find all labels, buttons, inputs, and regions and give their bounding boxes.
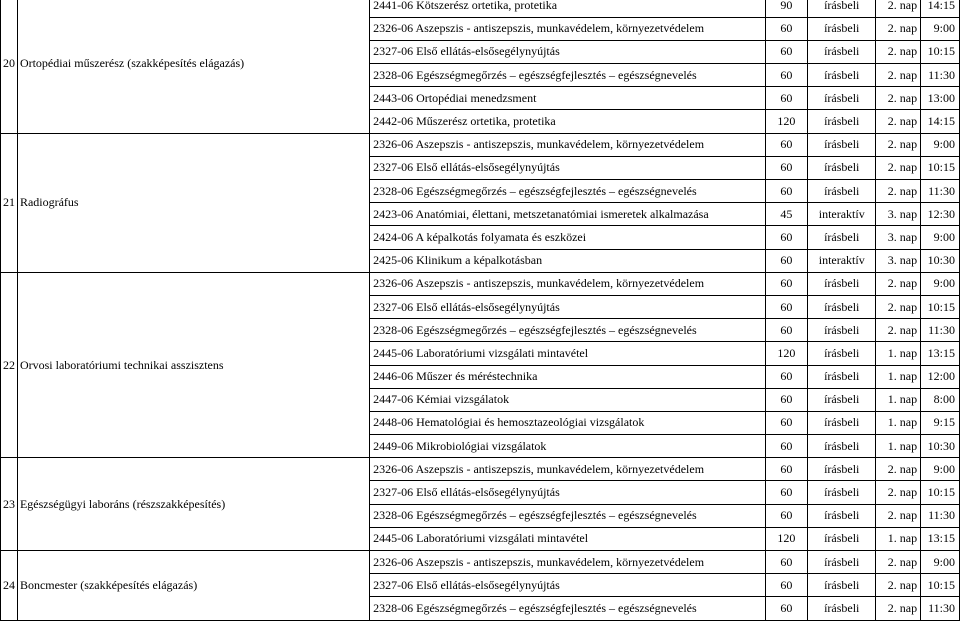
exam-type-cell: írásbeli [808, 435, 876, 458]
exam-day-cell: 2. nap [876, 319, 921, 342]
module-name: 2447-06 Kémiai vizsgálatok [370, 388, 766, 411]
qualification-name: Orvosi laboratóriumi technikai asszisztens [17, 272, 369, 458]
hours-cell: 120 [765, 110, 807, 133]
exam-time-cell: 10:15 [921, 295, 960, 318]
exam-type-cell: interaktív [808, 203, 876, 226]
qualification-name: Ortopédiai műszerész (szakképesítés elágazás) [17, 0, 369, 133]
exam-time-cell: 13:15 [921, 527, 960, 550]
exam-time-cell: 8:00 [921, 388, 960, 411]
exam-type-cell: írásbeli [808, 272, 876, 295]
hours-cell: 60 [765, 156, 807, 179]
exam-day-cell: 2. nap [876, 133, 921, 156]
module-name: 2327-06 Első ellátás-elsősegélynyújtás [370, 40, 766, 63]
module-name: 2327-06 Első ellátás-elsősegélynyújtás [370, 156, 766, 179]
module-name: 2328-06 Egészségmegőrzés – egészségfejlesztés – egészségnevelés [370, 319, 766, 342]
module-name: 2424-06 A képalkotás folyamata és eszközei [370, 226, 766, 249]
exam-type-cell: írásbeli [808, 411, 876, 434]
table-row [1, 458, 960, 481]
module-name: 2328-06 Egészségmegőrzés – egészségfejlesztés – egészségnevelés [370, 504, 766, 527]
hours-cell: 60 [765, 388, 807, 411]
exam-time-cell: 11:30 [921, 504, 960, 527]
exam-type-cell: írásbeli [808, 17, 876, 40]
hours-cell: 60 [765, 365, 807, 388]
exam-day-cell: 1. nap [876, 411, 921, 434]
exam-type-cell: írásbeli [808, 504, 876, 527]
exam-day-cell: 2. nap [876, 17, 921, 40]
exam-type-cell: írásbeli [808, 319, 876, 342]
exam-day-cell: 3. nap [876, 226, 921, 249]
exam-type-cell: írásbeli [808, 365, 876, 388]
exam-time-cell: 14:15 [921, 110, 960, 133]
module-name: 2328-06 Egészségmegőrzés – egészségfejlesztés – egészségnevelés [370, 180, 766, 203]
exam-day-cell: 1. nap [876, 365, 921, 388]
exam-day-cell: 3. nap [876, 249, 921, 272]
exam-time-cell: 9:00 [921, 17, 960, 40]
exam-time-cell: 10:15 [921, 574, 960, 597]
module-name: 2326-06 Aszepszis - antiszepszis, munkavédelem, környezetvédelem [370, 458, 766, 481]
exam-day-cell: 1. nap [876, 435, 921, 458]
hours-cell: 60 [765, 64, 807, 87]
hours-cell: 60 [765, 597, 807, 620]
group-number: 22 [1, 272, 18, 458]
module-name: 2446-06 Műszer és méréstechnika [370, 365, 766, 388]
exam-time-cell: 10:30 [921, 249, 960, 272]
exam-type-cell: írásbeli [808, 342, 876, 365]
group-number: 23 [1, 458, 18, 551]
hours-cell: 90 [765, 0, 807, 17]
qualification-name: Radiográfus [17, 133, 369, 272]
module-name: 2443-06 Ortopédiai menedzsment [370, 87, 766, 110]
exam-day-cell: 1. nap [876, 527, 921, 550]
exam-type-cell: írásbeli [808, 388, 876, 411]
exam-time-cell: 13:00 [921, 87, 960, 110]
exam-time-cell: 11:30 [921, 597, 960, 620]
hours-cell: 60 [765, 40, 807, 63]
module-name: 2327-06 Első ellátás-elsősegélynyújtás [370, 574, 766, 597]
exam-day-cell: 2. nap [876, 110, 921, 133]
exam-time-cell: 10:15 [921, 156, 960, 179]
exam-type-cell: írásbeli [808, 180, 876, 203]
exam-day-cell: 3. nap [876, 203, 921, 226]
exam-day-cell: 2. nap [876, 551, 921, 574]
table-row [1, 551, 960, 574]
hours-cell: 60 [765, 180, 807, 203]
exam-type-cell: írásbeli [808, 0, 876, 17]
hours-cell: 120 [765, 527, 807, 550]
module-name: 2449-06 Mikrobiológiai vizsgálatok [370, 435, 766, 458]
exam-day-cell: 2. nap [876, 87, 921, 110]
module-name: 2327-06 Első ellátás-elsősegélynyújtás [370, 481, 766, 504]
exam-time-cell: 9:00 [921, 458, 960, 481]
hours-cell: 60 [765, 272, 807, 295]
module-name: 2326-06 Aszepszis - antiszepszis, munkavédelem, környezetvédelem [370, 272, 766, 295]
exam-type-cell: interaktív [808, 249, 876, 272]
hours-cell: 60 [765, 458, 807, 481]
exam-type-cell: írásbeli [808, 481, 876, 504]
exam-type-cell: írásbeli [808, 295, 876, 318]
exam-day-cell: 2. nap [876, 40, 921, 63]
exam-time-cell: 11:30 [921, 180, 960, 203]
group-number: 20 [1, 0, 18, 133]
exam-time-cell: 11:30 [921, 319, 960, 342]
exam-day-cell: 1. nap [876, 342, 921, 365]
exam-type-cell: írásbeli [808, 133, 876, 156]
hours-cell: 60 [765, 295, 807, 318]
exam-type-cell: írásbeli [808, 527, 876, 550]
group-number: 24 [1, 551, 18, 621]
exam-type-cell: írásbeli [808, 40, 876, 63]
exam-day-cell: 2. nap [876, 156, 921, 179]
hours-cell: 60 [765, 411, 807, 434]
exam-day-cell: 2. nap [876, 64, 921, 87]
exam-type-cell: írásbeli [808, 156, 876, 179]
hours-cell: 60 [765, 249, 807, 272]
exam-type-cell: írásbeli [808, 574, 876, 597]
module-name: 2445-06 Laboratóriumi vizsgálati mintavétel [370, 527, 766, 550]
group-number: 21 [1, 133, 18, 272]
module-name: 2445-06 Laboratóriumi vizsgálati mintavétel [370, 342, 766, 365]
hours-cell: 60 [765, 226, 807, 249]
exam-type-cell: írásbeli [808, 110, 876, 133]
exam-time-cell: 9:00 [921, 133, 960, 156]
hours-cell: 120 [765, 342, 807, 365]
hours-cell: 60 [765, 133, 807, 156]
module-name: 2328-06 Egészségmegőrzés – egészségfejlesztés – egészségnevelés [370, 64, 766, 87]
exam-time-cell: 14:15 [921, 0, 960, 17]
module-name: 2425-06 Klinikum a képalkotásban [370, 249, 766, 272]
exam-day-cell: 2. nap [876, 458, 921, 481]
module-name: 2328-06 Egészségmegőrzés – egészségfejlesztés – egészségnevelés [370, 597, 766, 620]
hours-cell: 60 [765, 551, 807, 574]
hours-cell: 60 [765, 504, 807, 527]
module-name: 2448-06 Hematológiai és hemosztazeológiai vizsgálatok [370, 411, 766, 434]
exam-type-cell: írásbeli [808, 64, 876, 87]
module-name: 2327-06 Első ellátás-elsősegélynyújtás [370, 295, 766, 318]
hours-cell: 60 [765, 435, 807, 458]
exam-time-cell: 12:30 [921, 203, 960, 226]
exam-type-cell: írásbeli [808, 226, 876, 249]
hours-cell: 60 [765, 319, 807, 342]
exam-time-cell: 10:15 [921, 481, 960, 504]
table-row [1, 272, 960, 295]
module-name: 2326-06 Aszepszis - antiszepszis, munkavédelem, környezetvédelem [370, 551, 766, 574]
exam-time-cell: 13:15 [921, 342, 960, 365]
exam-time-cell: 9:15 [921, 411, 960, 434]
hours-cell: 60 [765, 574, 807, 597]
exam-type-cell: írásbeli [808, 87, 876, 110]
exam-day-cell: 2. nap [876, 295, 921, 318]
module-name: 2441-06 Kötszerész ortetika, protetika [370, 0, 766, 17]
hours-cell: 45 [765, 203, 807, 226]
hours-cell: 60 [765, 17, 807, 40]
exam-time-cell: 9:00 [921, 226, 960, 249]
table-row [1, 133, 960, 156]
exam-time-cell: 9:00 [921, 272, 960, 295]
exam-time-cell: 11:30 [921, 64, 960, 87]
exam-day-cell: 2. nap [876, 504, 921, 527]
module-name: 2326-06 Aszepszis - antiszepszis, munkavédelem, környezetvédelem [370, 17, 766, 40]
exam-day-cell: 2. nap [876, 180, 921, 203]
exam-day-cell: 2. nap [876, 481, 921, 504]
exam-day-cell: 2. nap [876, 597, 921, 620]
hours-cell: 60 [765, 87, 807, 110]
exam-day-cell: 2. nap [876, 574, 921, 597]
qualification-name: Egészségügyi laboráns (részszakképesítés) [17, 458, 369, 551]
exam-time-cell: 9:00 [921, 551, 960, 574]
exam-day-cell: 2. nap [876, 0, 921, 17]
exam-day-cell: 1. nap [876, 388, 921, 411]
exam-day-cell: 2. nap [876, 272, 921, 295]
exam-type-cell: írásbeli [808, 597, 876, 620]
module-name: 2326-06 Aszepszis - antiszepszis, munkavédelem, környezetvédelem [370, 133, 766, 156]
exam-type-cell: írásbeli [808, 458, 876, 481]
module-name: 2442-06 Műszerész ortetika, protetika [370, 110, 766, 133]
hours-cell: 60 [765, 481, 807, 504]
exam-time-cell: 12:00 [921, 365, 960, 388]
exam-type-cell: írásbeli [808, 551, 876, 574]
qualification-name: Boncmester (szakképesítés elágazás) [17, 551, 369, 621]
module-name: 2423-06 Anatómiai, élettani, metszetanatómiai ismeretek alkalmazása [370, 203, 766, 226]
table-row [1, 0, 960, 17]
exam-time-cell: 10:15 [921, 40, 960, 63]
exam-time-cell: 10:30 [921, 435, 960, 458]
